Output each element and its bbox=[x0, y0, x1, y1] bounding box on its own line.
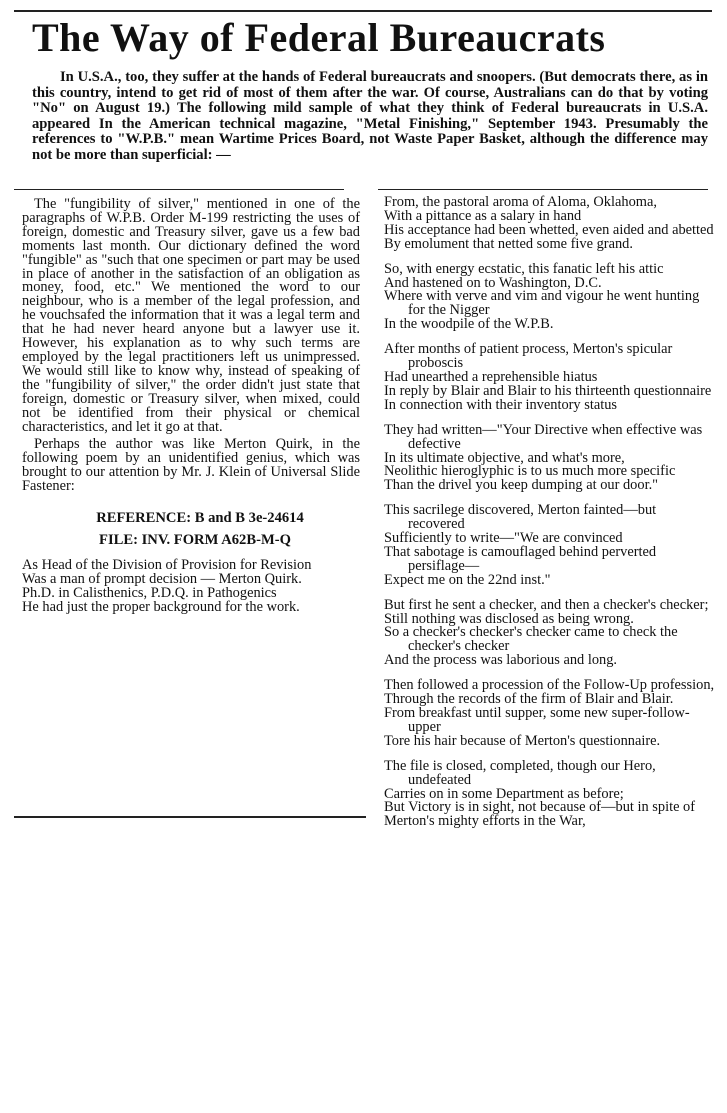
poem-stanza bbox=[384, 343, 716, 413]
poem-line: Sufficiently to write—"We are convinced bbox=[384, 530, 623, 547]
poem-line: This sacrilege discovered, Merton fainted—but recovered bbox=[384, 502, 657, 533]
poem-opening-stanza bbox=[22, 559, 360, 615]
body-paragraph-fungibility: The "fungibility of silver," mentioned in one of the paragraphs of W.P.B. Order M-199 restricting the uses of foreign, domestic and Treasury silver, gave us a few bad moments last month. Our dictionary defined the word "fungible" as "such that one specimen or part may be used in place of another in the satisfaction of an obligation as money, food, etc." We mentioned the word to our neighbour, who is a member of the legal profession, and he vouchsafed the information that it was a legal term and that he had never heard anyone but a lawyer use it. However, his explanation as to why such terms are employed by the legal practitioners left us unimpressed. We would still like to know why, instead of speaking of the "fungibility of silver," the order didn't just state that foreign, domestic or Treasury silver, when mixed, could not be identified from their physical or chemical characteristics, and let it go at that. bbox=[22, 196, 360, 435]
left-column-rule bbox=[14, 189, 344, 190]
poem-line: With a pittance as a salary in hand bbox=[384, 207, 582, 224]
file-line: FILE: INV. FORM A62B-M-Q bbox=[99, 532, 291, 549]
poem-stanza bbox=[384, 596, 716, 669]
poem-line: Tore his hair because of Merton's questionnaire. bbox=[384, 732, 661, 749]
poem-line: Where with verve and vim and vigour he went hunting for the Nigger bbox=[384, 288, 700, 319]
poem-line: His acceptance had been whetted, even aided and abetted bbox=[384, 221, 714, 238]
header-rule bbox=[14, 10, 712, 12]
poem-stanza bbox=[384, 421, 716, 494]
poem-stanza bbox=[384, 757, 716, 830]
poem-stanza bbox=[384, 196, 716, 252]
poem-line: Than the drivel you keep dumping at our door." bbox=[384, 477, 659, 494]
body-paragraph-merton-quirk: Perhaps the author was like Merton Quirk, in the following poem by an unidentified genius, which was brought to our attention by Mr. J. Klein of Universal Slide Fastener: bbox=[22, 436, 360, 495]
poem-line: From, the pastoral aroma of Aloma, Oklahoma, bbox=[384, 194, 657, 210]
reference-line: REFERENCE: B and B 3e-24614 bbox=[96, 510, 304, 527]
poem-line: Neolithic hieroglyphic is to us much more specific bbox=[384, 463, 676, 480]
poem-stanza bbox=[384, 260, 716, 333]
poem-line: In connection with their inventory status bbox=[384, 396, 617, 413]
poem-header bbox=[22, 507, 360, 551]
poem-line: Then followed a procession of the Follow-Up profession, bbox=[384, 677, 715, 694]
poem-line: They had written—"Your Directive when effective was defective bbox=[384, 421, 703, 452]
poem-line: Still nothing was disclosed as being wrong. bbox=[384, 610, 634, 627]
poem-line: After months of patient process, Merton's spicular proboscis bbox=[384, 341, 673, 372]
poem-line: Merton's mighty efforts in the War, bbox=[384, 813, 586, 830]
poem-line: So a checker's checker's checker came to check the checker's checker bbox=[384, 624, 678, 655]
poem-line: But Victory is in sight, not because of—but in spite of bbox=[384, 799, 696, 816]
poem-line: And the process was laborious and long. bbox=[384, 652, 618, 669]
left-column bbox=[22, 198, 360, 615]
poem-line: Through the records of the firm of Blair and Blair. bbox=[384, 691, 674, 708]
poem-line: And hastened on to Washington, D.C. bbox=[384, 274, 602, 291]
poem-stanza bbox=[384, 504, 716, 587]
poem-line: Had unearthed a reprehensible hiatus bbox=[384, 368, 598, 385]
poem-line: Was a man of prompt decision — Merton Quirk. bbox=[22, 570, 302, 587]
right-column-rule bbox=[378, 189, 708, 190]
poem-line: In its ultimate objective, and what's more, bbox=[384, 449, 625, 466]
poem-stanza bbox=[384, 679, 716, 749]
poem-line: As Head of the Division of Provision for Revision bbox=[22, 557, 312, 574]
poem-line: In the woodpile of the W.P.B. bbox=[384, 316, 554, 333]
poem-line: Expect me on the 22nd inst." bbox=[384, 571, 551, 588]
column-end-rule bbox=[14, 816, 366, 818]
article-intro: In U.S.A., too, they suffer at the hands of Federal bureaucrats and snoopers. (But democrats there, as in this country, intend to get rid of most of them after the war. Of course, Australians can do that by voting "No" on August 19.) The following mild sample of what they think of Federal bureaucrats in U.S.A. appeared In the American technical magazine, "Metal Finishing," September 1943. Presumably the references to "W.P.B." mean Wartime Prices Board, not Waste Paper Basket, although the difference may not be more than superficial: — bbox=[32, 69, 708, 163]
article-title: The Way of Federal Bureaucrats bbox=[32, 15, 606, 60]
poem-line: The file is closed, completed, though our Hero, undefeated bbox=[384, 757, 656, 788]
poem-line: That sabotage is camouflaged behind perverted persiflage— bbox=[384, 543, 657, 574]
right-column bbox=[384, 196, 716, 829]
poem-line: But first he sent a checker, and then a checker's checker; bbox=[384, 596, 709, 613]
poem-line: From breakfast until supper, some new super-follow-upper bbox=[384, 705, 690, 735]
poem-line: So, with energy ecstatic, this fanatic left his attic bbox=[384, 260, 664, 277]
poem-line: By emolument that netted some five grand. bbox=[384, 235, 633, 252]
poem-line: Ph.D. in Calisthenics, P.D.Q. in Pathogenics bbox=[22, 584, 277, 601]
poem-line: Carries on in some Department as before; bbox=[384, 785, 624, 802]
poem-line: In reply by Blair and Blair to his thirteenth questionnaire bbox=[384, 382, 712, 399]
poem-line: He had just the proper background for the work. bbox=[22, 598, 300, 615]
